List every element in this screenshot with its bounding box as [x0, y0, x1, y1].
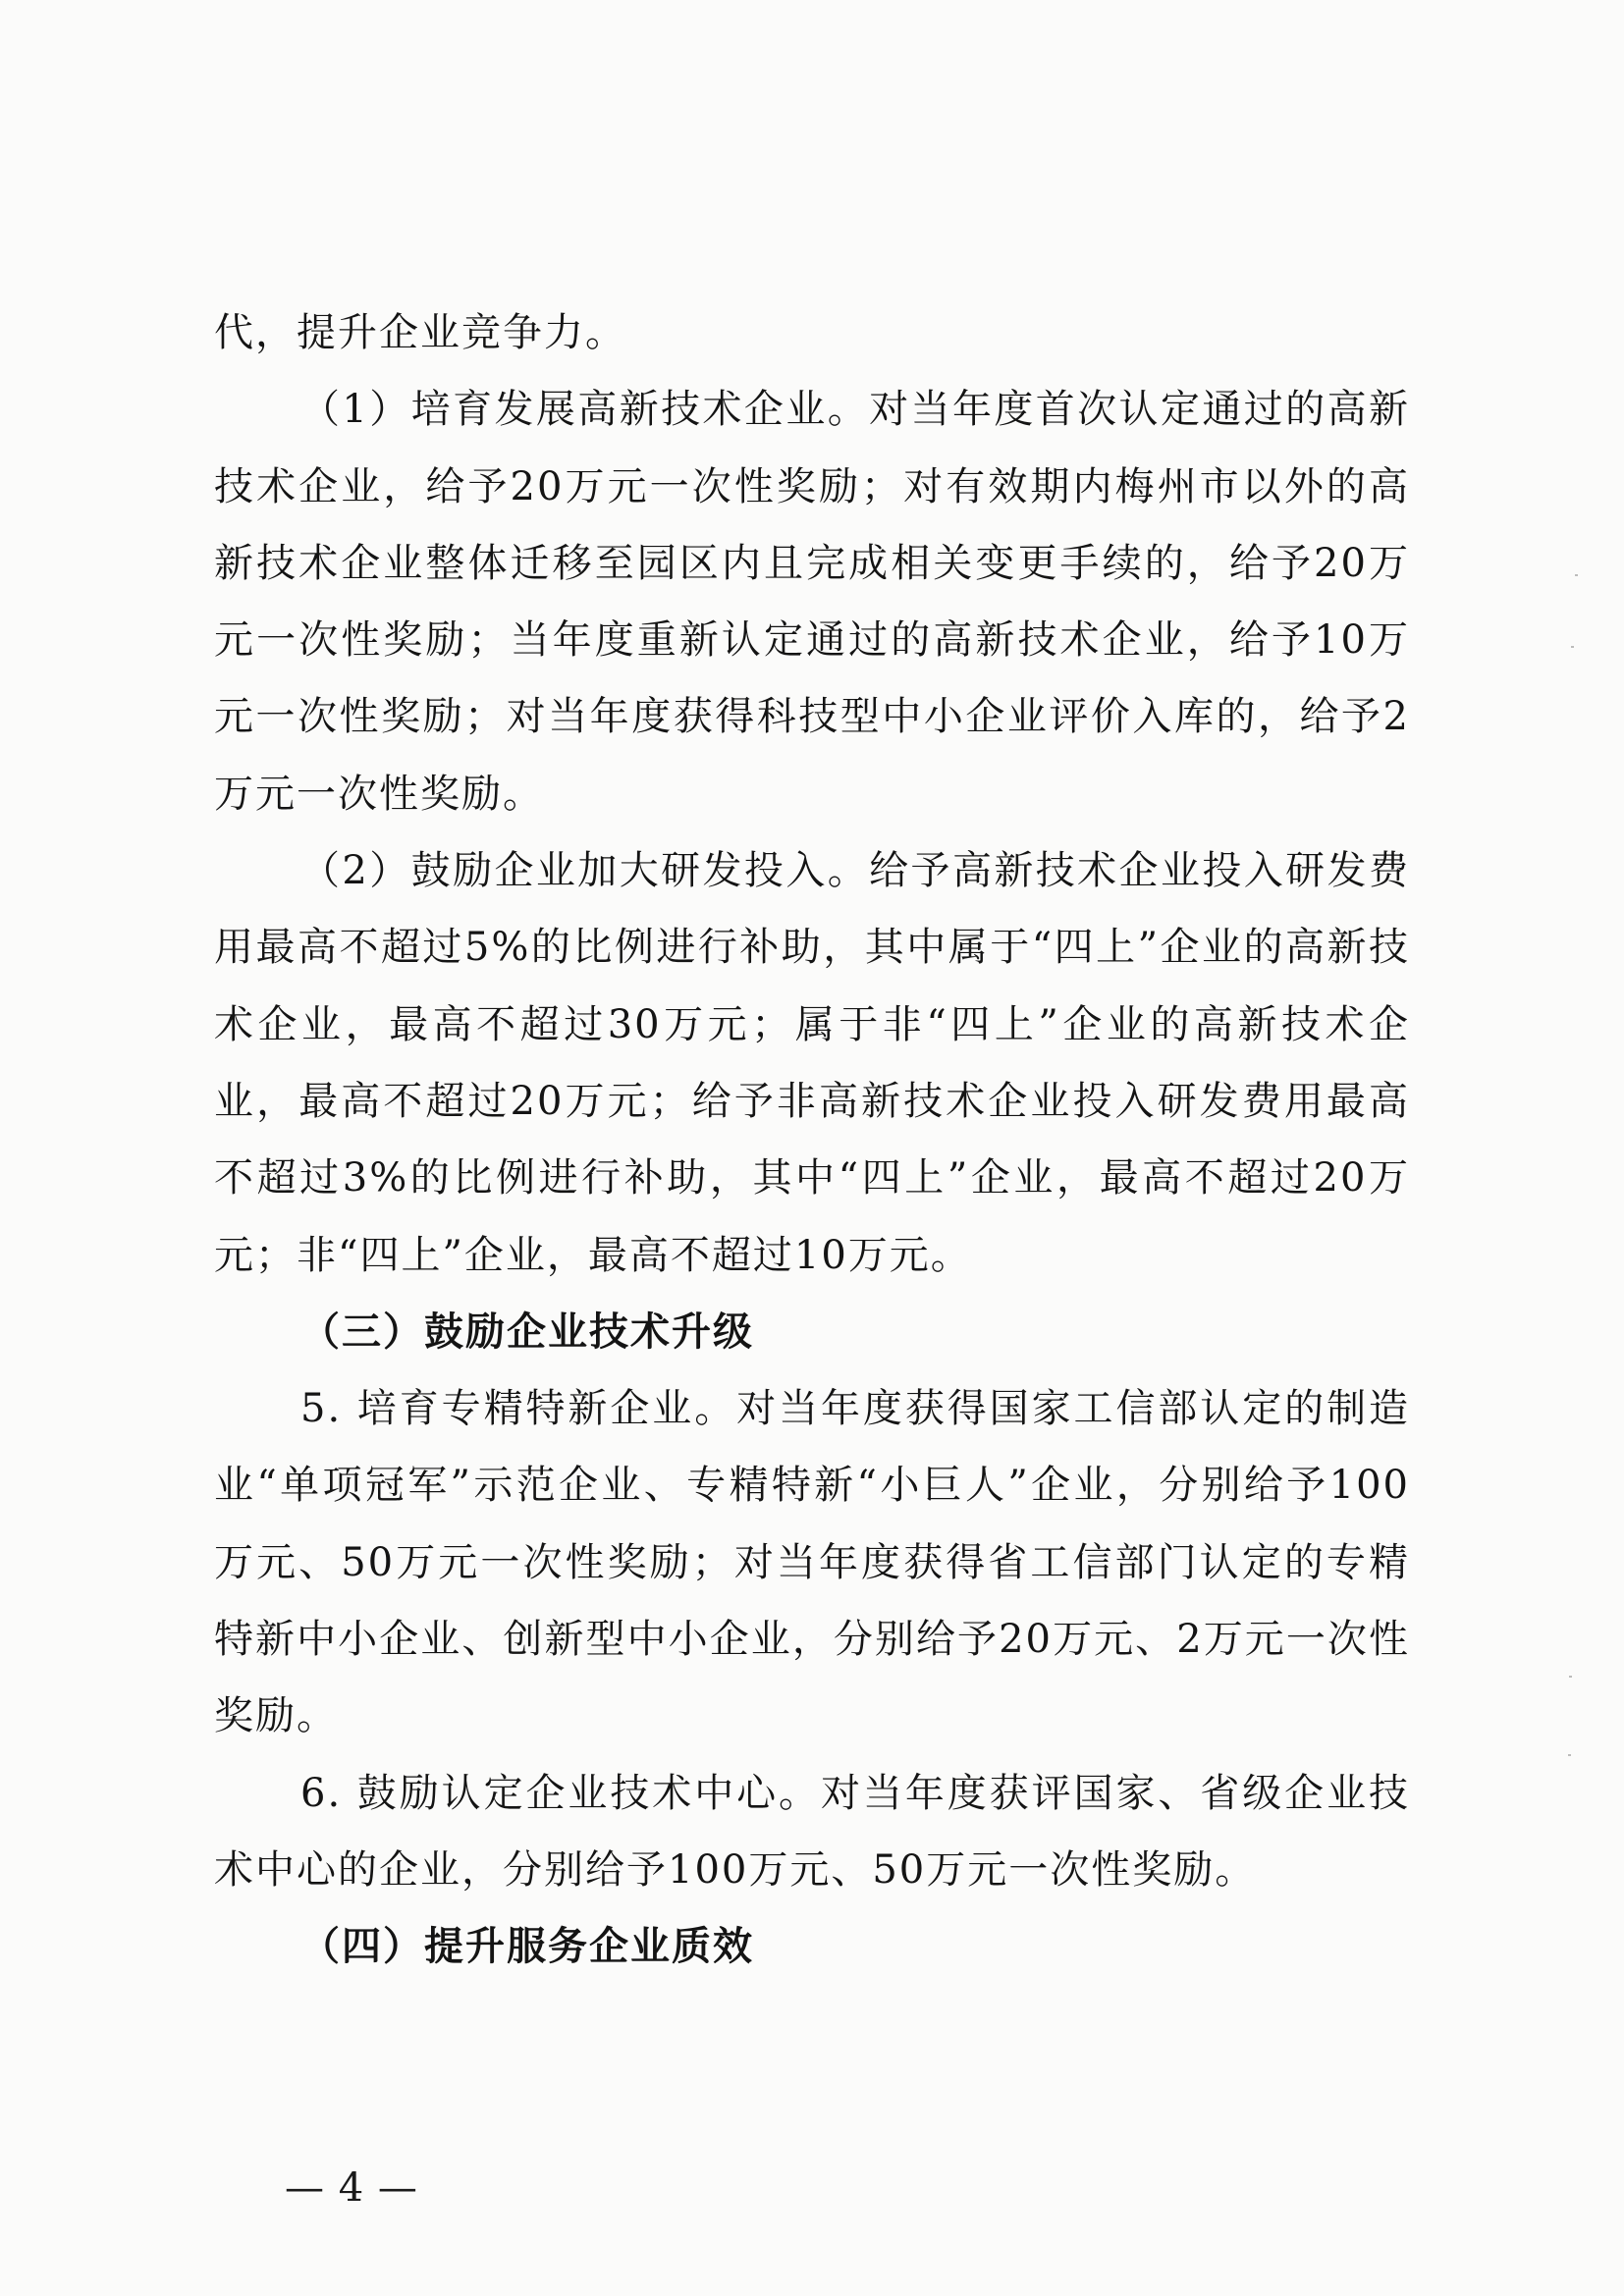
section-heading-technology-upgrade: （三）鼓励企业技术升级	[300, 1308, 754, 1355]
technology-center-paragraph: 6. 鼓励认定企业技术中心。对当年度获评国家、省级企业技术中心的企业，分别给予100万元、50万元一次性奖励。	[214, 1770, 1410, 1893]
scan-dot-mark	[1575, 574, 1578, 576]
section-heading-service-quality: （四）提升服务企业质效	[300, 1924, 754, 1970]
document-body	[214, 294, 1410, 1986]
continued-paragraph: 代，提升企业竞争力。	[214, 310, 626, 355]
scan-dot-mark	[1569, 1676, 1572, 1678]
page-number: — 4 —	[285, 2165, 418, 2211]
specialized-enterprise-paragraph: 5. 培育专精特新企业。对当年度获得国家工信部认定的制造业“单项冠军”示范企业、专精特新“小巨人”企业，分别给予100万元、50万元一次性奖励；对当年度获得省工信部门认定的专精特新中小企业、创新型中小企业，分别给予20万元、2万元一次性奖励。	[214, 1386, 1410, 1739]
scan-dot-mark	[1571, 646, 1574, 648]
rd-investment-paragraph: （2）鼓励企业加大研发投入。给予高新技术企业投入研发费用最高不超过5%的比例进行补助，其中属于“四上”企业的高新技术企业，最高不超过30万元；属于非“四上”企业的高新技术企业，最高不超过20万元；给予非高新技术企业投入研发费用最高不超过3%的比例进行补助，其中“四上”企业，最高不超过20万元；非“四上”企业，最高不超过10万元。	[214, 848, 1410, 1278]
scan-dot-mark	[1568, 1754, 1571, 1756]
high-tech-enterprise-paragraph: （1）培育发展高新技术企业。对当年度首次认定通过的高新技术企业，给予20万元一次性奖励；对有效期内梅州市以外的高新技术企业整体迁移至园区内且完成相关变更手续的，给予20万元一次性奖励；当年度重新认定通过的高新技术企业，给予10万元一次性奖励；对当年度获得科技型中小企业评价入库的，给予2万元一次性奖励。	[214, 387, 1410, 817]
